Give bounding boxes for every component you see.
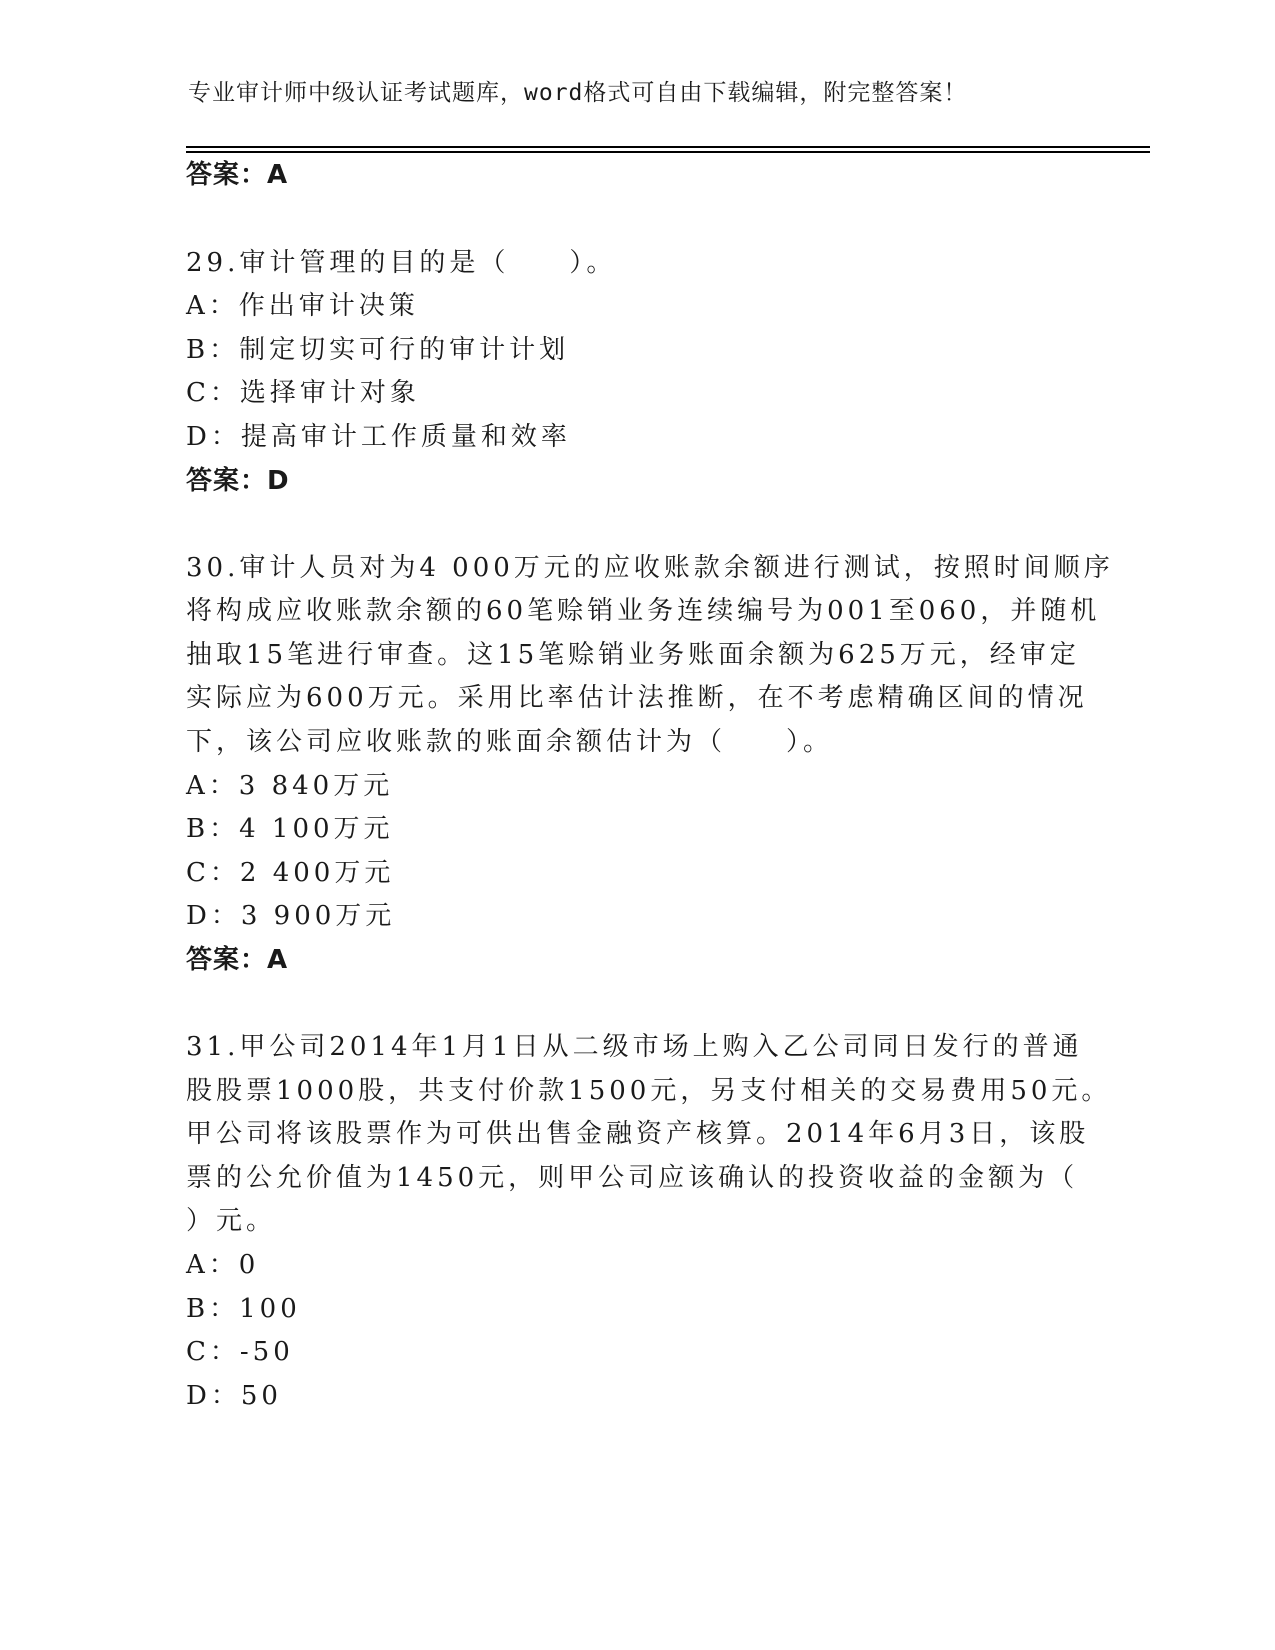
question-30-option-b: B：4 100万元 (186, 814, 394, 844)
page-header: 专业审计师中级认证考试题库，word格式可自由下载编辑，附完整答案！ (188, 80, 968, 106)
question-29-option-a: A：作出审计决策 (186, 291, 419, 321)
header-rule-top (186, 146, 1150, 148)
header-rule-bottom (186, 151, 1150, 153)
question-29-answer: 答案：D (186, 466, 290, 496)
question-29-option-b: B：制定切实可行的审计计划 (186, 335, 570, 365)
question-29-stem-line-1: 29.审计管理的目的是（ ）。 (186, 248, 617, 278)
question-31-option-d: D：50 (186, 1381, 282, 1411)
question-30-option-c: C：2 400万元 (186, 858, 395, 888)
question-31-stem-line-1: 31.甲公司2014年1月1日从二级市场上购入乙公司同日发行的普通 (186, 1032, 1083, 1062)
question-29-option-c: C：选择审计对象 (186, 378, 420, 408)
question-30-stem-line-4: 实际应为600万元。采用比率估计法推断，在不考虑精确区间的情况 (186, 683, 1088, 713)
question-31-stem-line-5: ）元。 (186, 1206, 277, 1236)
question-31-stem-line-4: 票的公允价值为1450元，则甲公司应该确认的投资收益的金额为（ (186, 1163, 1079, 1193)
question-30-stem-line-3: 抽取15笔进行审查。这15笔赊销业务账面余额为625万元，经审定 (186, 640, 1080, 670)
question-30-stem-line-2: 将构成应收账款余额的60笔赊销业务连续编号为001至060，并随机 (186, 596, 1101, 626)
question-31-stem-line-3: 甲公司将该股票作为可供出售金融资产核算。2014年6月3日，该股 (186, 1119, 1090, 1149)
question-30-option-a: A：3 840万元 (186, 771, 394, 801)
question-29-option-d: D：提高审计工作质量和效率 (186, 422, 571, 452)
question-31-option-c: C：-50 (186, 1337, 294, 1367)
question-31-option-b: B：100 (186, 1294, 301, 1324)
question-30-stem-line-1: 30.审计人员对为4 000万元的应收账款余额进行测试，按照时间顺序 (186, 553, 1114, 583)
question-30-answer: 答案：A (186, 945, 289, 975)
question-31-stem-line-2: 股股票1000股，共支付价款1500元，另支付相关的交易费用50元。 (186, 1076, 1112, 1106)
question-30-stem-line-5: 下，该公司应收账款的账面余额估计为（ ）。 (186, 727, 834, 757)
previous-answer: 答案：A (186, 160, 289, 190)
question-31-option-a: A：0 (186, 1250, 260, 1280)
question-30-option-d: D：3 900万元 (186, 901, 396, 931)
